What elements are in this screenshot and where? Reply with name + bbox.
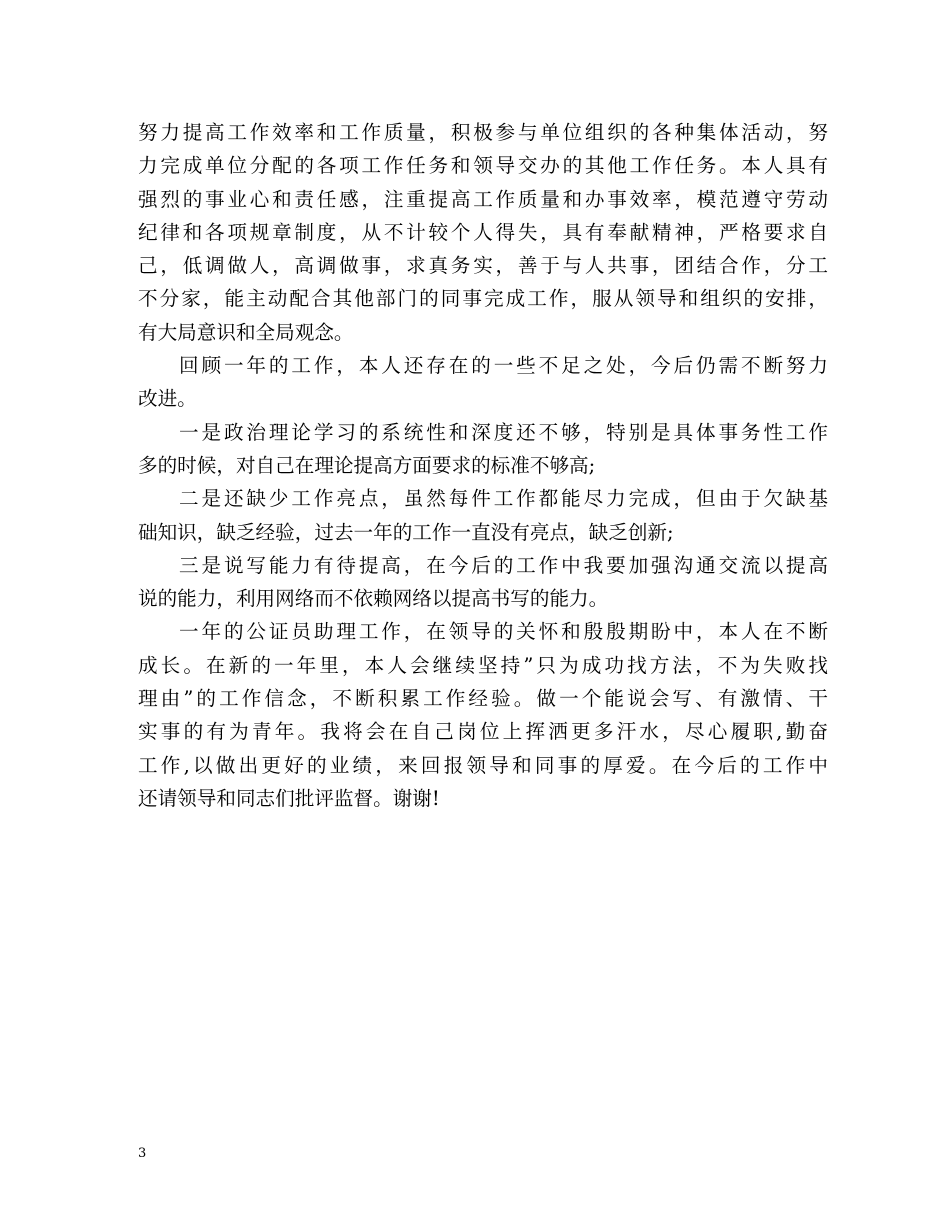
page-number: 3 (138, 1146, 147, 1161)
text-line: 多的时候，对自己在理论提高方面要求的标准不够高; (138, 453, 596, 477)
document-body (138, 116, 828, 815)
text-line: 有大局意识和全局观念。 (138, 320, 354, 344)
text-line: 础知识，缺乏经验，过去一年的工作一直没有亮点，缺乏创新; (138, 520, 674, 544)
text-line: 力完成单位分配的各项工作任务和领导交办的其他工作任务。本人具有 (138, 154, 828, 178)
text-line: 还请领导和同志们批评监督。谢谢! (138, 786, 440, 810)
text-line: 己，低调做人，高调做事，求真务实，善于与人共事，团结合作，分工 (138, 254, 828, 278)
text-line: 一年的公证员助理工作，在领导的关怀和殷殷期盼中，本人在不断 (179, 620, 828, 644)
text-line: 说的能力，利用网络而不依赖网络以提高书写的能力。 (138, 587, 609, 611)
text-line: 工作,以做出更好的业绩，来回报领导和同事的厚爱。在今后的工作中 (138, 753, 828, 777)
text-line: 一是政治理论学习的系统性和深度还不够，特别是具体事务性工作 (179, 420, 828, 444)
text-line: 二是还缺少工作亮点，虽然每件工作都能尽力完成，但由于欠缺基 (179, 487, 828, 511)
text-line: 改进。 (138, 387, 197, 411)
text-line: 回顾一年的工作，本人还存在的一些不足之处，今后仍需不断努力 (179, 354, 828, 378)
text-line: 实事的有为青年。我将会在自己岗位上挥洒更多汗水，尽心履职,勤奋 (138, 720, 828, 744)
text-line: 纪律和各项规章制度，从不计较个人得失，具有奉献精神，严格要求自 (138, 220, 828, 244)
text-line: 强烈的事业心和责任感，注重提高工作质量和办事效率，模范遵守劳动 (138, 187, 828, 211)
text-line: 三是说写能力有待提高，在今后的工作中我要加强沟通交流以提高 (179, 553, 828, 577)
text-line: 理由”的工作信念，不断积累工作经验。做一个能说会写、有激情、干 (138, 687, 828, 711)
text-line: 不分家，能主动配合其他部门的同事完成工作，服从领导和组织的安排， (138, 287, 828, 311)
text-line: 努力提高工作效率和工作质量，积极参与单位组织的各种集体活动，努 (138, 121, 828, 144)
text-line: 成长。在新的一年里，本人会继续坚持”只为成功找方法，不为失败找 (138, 653, 828, 677)
